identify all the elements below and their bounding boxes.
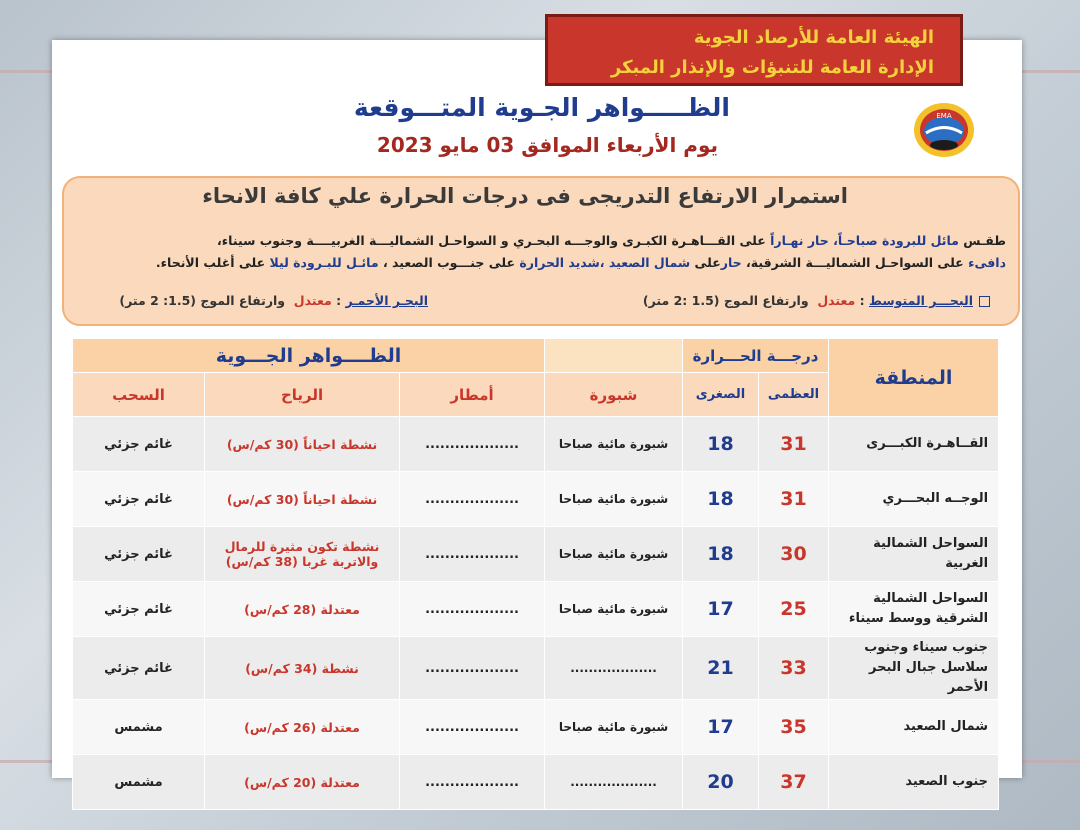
column-header-wind: الرياح [205,373,400,417]
red-sea-status: البحـر الأحمـر : معتدل وارتفاع الموج (1.5: 2 متر) [119,293,428,308]
min-temp-cell: 17 [683,582,759,637]
region-cell: جنوب الصعيد [829,755,999,810]
cloud-cell: مشمس [73,700,205,755]
cloud-cell: غائم جزئي [73,637,205,700]
text-span: دافىء [968,255,1006,270]
max-temp-cell: 30 [759,527,829,582]
column-header-temperature: درجـــة الحـــرارة [683,339,829,373]
text-span: جنـــوب الصعيد ، [382,255,485,270]
cloud-cell: مشمس [73,755,205,810]
max-temp-cell: 37 [759,755,829,810]
summary-description [76,230,1006,274]
text-span: على القـــاهـرة الكبـرى والوجـــه البحـري و السواحـل الشماليـــة الغربيــــة وجنوب سيناء، [217,233,771,248]
text-span: مائل للبرودة صباحـاً، حار نهـاراً [770,233,959,248]
max-temp-cell: 31 [759,417,829,472]
forecast-date: يوم الأربعاء الموافق 03 مايو 2023 [376,133,718,157]
summary-line-1 [76,230,1006,252]
wind-cell: معتدلة (28 كم/س) [205,582,400,637]
rain-cell: ................... [400,527,545,582]
authority-header [545,14,963,86]
min-temp-cell: 20 [683,755,759,810]
logo-text: EMA [936,112,952,120]
department-name: الإدارة العامة للتنبؤات والإنذار المبكر [610,57,934,78]
text-span: شمال الصعيد ،شديد الحرارة [519,255,691,270]
rain-cell: ................... [400,637,545,700]
page-title: الظـــــواهر الجـوية المتـــوقعة [353,93,730,122]
wind-cell: معتدلة (26 كم/س) [205,700,400,755]
column-header-fog: شبورة [545,373,683,417]
region-cell: شمال الصعيد [829,700,999,755]
table-row [73,472,999,527]
cloud-cell: غائم جزئي [73,527,205,582]
text-span: حار [720,255,742,270]
table-row [73,755,999,810]
rain-cell: ................... [400,417,545,472]
max-temp-cell: 25 [759,582,829,637]
wave-height: وارتفاع الموج (1.5: 2 متر) [119,293,286,308]
max-temp-cell: 35 [759,700,829,755]
fog-cell: شبورة مائية صباحا [545,417,683,472]
min-temp-cell: 18 [683,527,759,582]
text-span: على [690,255,721,270]
rain-cell: ................... [400,755,545,810]
sea-name: البحـر الأحمـر [345,293,428,308]
fog-cell: شبورة مائية صباحا [545,582,683,637]
table-row [73,417,999,472]
fog-cell: شبورة مائية صباحا [545,527,683,582]
text-span: على [484,255,520,270]
max-temp-cell: 31 [759,472,829,527]
wind-cell: نشطة (34 كم/س) [205,637,400,700]
fog-cell: شبورة مائية صباحا [545,472,683,527]
summary-headline: استمرار الارتفاع التدريجى فى درجات الحرارة علي كافة الانحاء [202,184,848,208]
wind-cell: نشطة تكون مثيرة للرمال والاتربة غربا (38 كم/س) [205,527,400,582]
rain-cell: ................... [400,700,545,755]
wind-cell: نشطة احياناً (30 كم/س) [205,417,400,472]
region-cell: السواحل الشمالية الشرقية ووسط سيناء [829,582,999,637]
rain-cell: ................... [400,472,545,527]
table-row [73,700,999,755]
fog-cell: ................... [545,755,683,810]
table-row [73,527,999,582]
checkbox-icon [979,296,990,307]
fog-cell: ................... [545,637,683,700]
sea-state: معتدل [817,293,856,308]
min-temp-cell: 17 [683,700,759,755]
sea-name: البحـــر المتوسط [868,293,973,308]
column-header-max: العظمى [759,373,829,417]
mediterranean-sea-status: البحـــر المتوسط : معتدل وارتفاع الموج (1.5 :2 متر) [643,293,990,308]
cloud-cell: غائم جزئي [73,472,205,527]
text-span: مائـل للبـرودة ليلا [269,255,383,270]
text-span: على أغلب الأنحاء. [155,255,270,270]
column-header-rain: أمطار [400,373,545,417]
fog-cell: شبورة مائية صباحا [545,700,683,755]
text-span: على السواحـل الشماليـــة الشرقية، [741,255,969,270]
sea-state: معتدل [293,293,332,308]
region-cell: جنوب سيناء وجنوب سلاسل جبال البحر الأحمر [829,637,999,700]
summary-line-2 [76,252,1006,274]
table-row [73,582,999,637]
wind-cell: معتدلة (20 كم/س) [205,755,400,810]
column-header-region: المنطقة [829,339,999,417]
authority-name: الهيئة العامة للأرصاد الجوية [693,27,934,48]
ema-logo-icon [912,100,976,160]
column-header-phenomena: الظــــواهر الجـــوية [73,339,545,373]
column-header-min: الصغرى [683,373,759,417]
text-span: طقـس [958,233,1006,248]
min-temp-cell: 18 [683,417,759,472]
forecast-table [72,338,999,810]
table-row [73,637,999,700]
wind-cell: نشطة احياناً (30 كم/س) [205,472,400,527]
region-cell: السواحل الشمالية الغربية [829,527,999,582]
wave-height: وارتفاع الموج (1.5 :2 متر) [642,293,809,308]
max-temp-cell: 33 [759,637,829,700]
region-cell: القــاهـرة الكبـــرى [829,417,999,472]
rain-cell: ................... [400,582,545,637]
region-cell: الوجــه البحـــري [829,472,999,527]
cloud-cell: غائم جزئي [73,582,205,637]
cloud-cell: غائم جزئي [73,417,205,472]
header-spacer [545,339,683,373]
column-header-cloud: السحب [73,373,205,417]
min-temp-cell: 18 [683,472,759,527]
summary-box [62,176,1020,326]
min-temp-cell: 21 [683,637,759,700]
